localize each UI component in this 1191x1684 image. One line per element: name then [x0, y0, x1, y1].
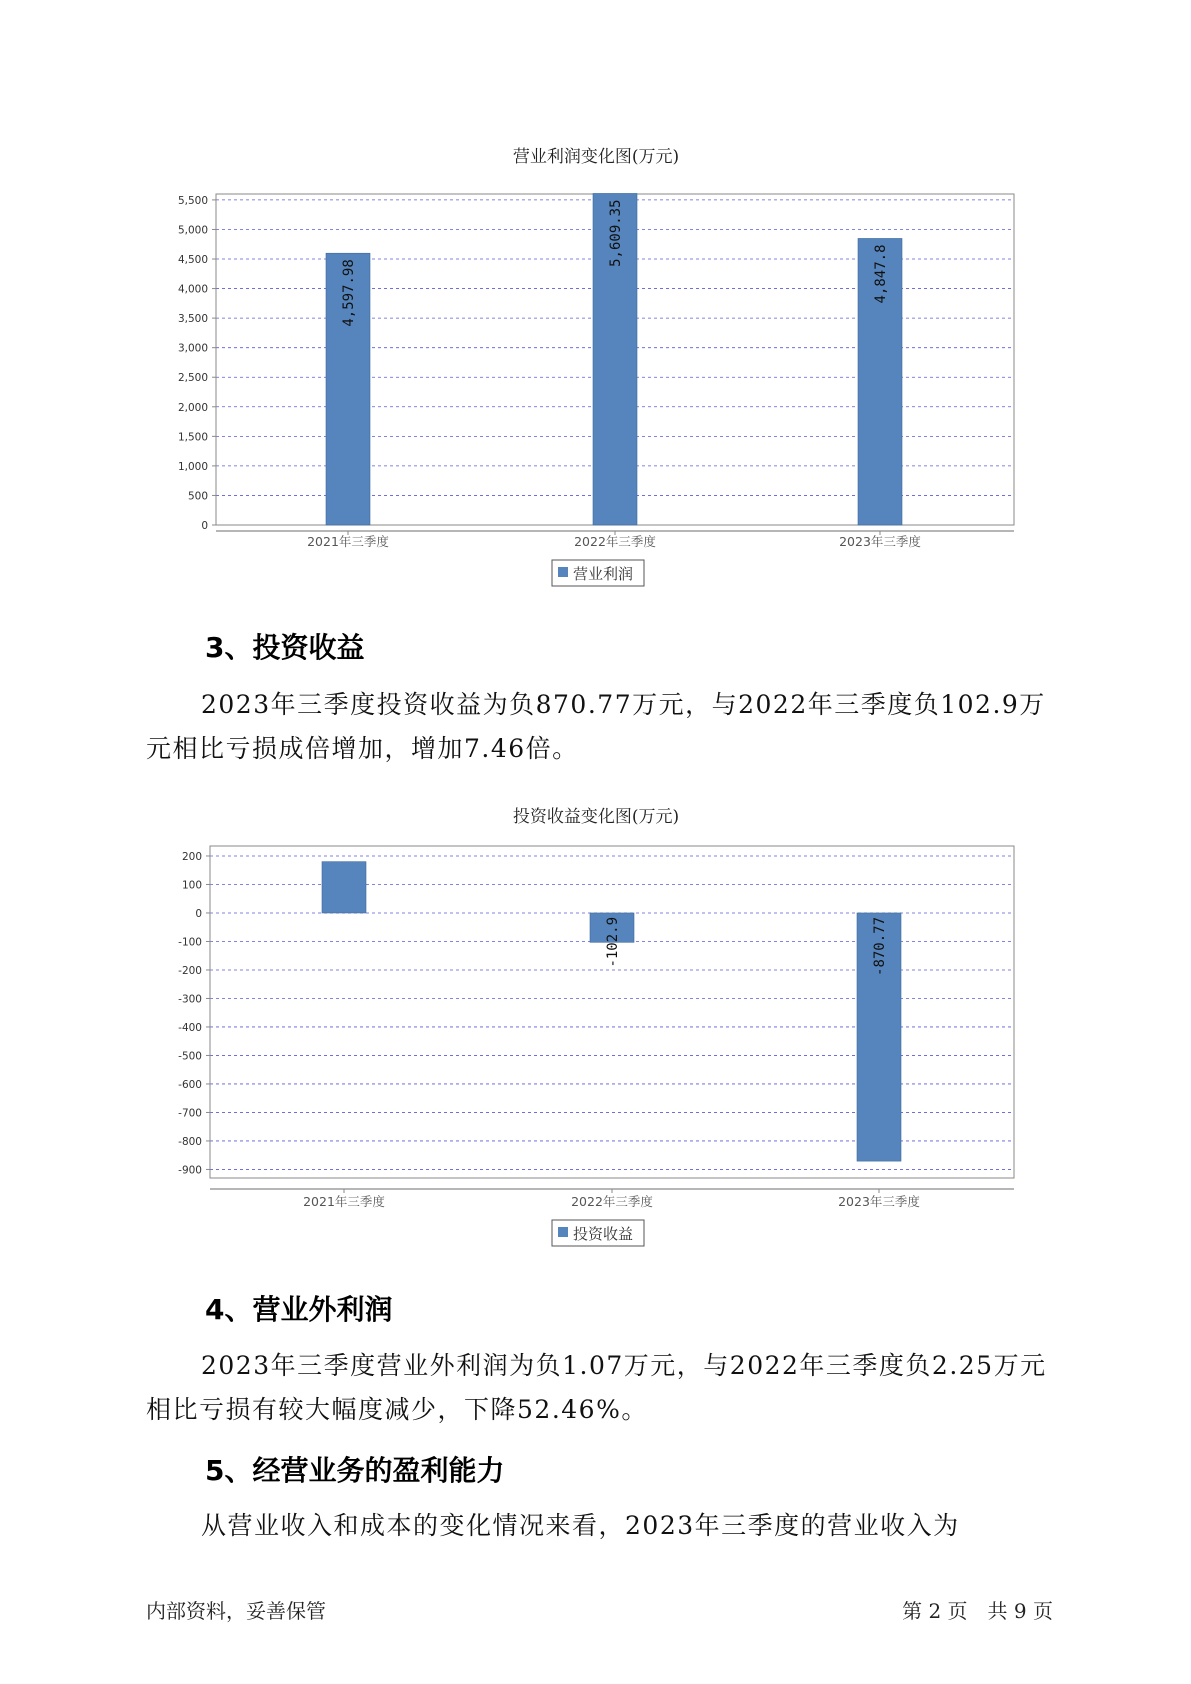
- section-paragraph-non-operating-profit: 2023年三季度营业外利润为负1.07万元，与2022年三季度负2.25万元相比亏损有较大幅度减少，下降52.46%。: [146, 1351, 1047, 1424]
- y-tick-label: 3,000: [177, 342, 208, 355]
- section-paragraph-profitability: 从营业收入和成本的变化情况来看，2023年三季度的营业收入为: [201, 1511, 960, 1540]
- y-tick-label: 1,500: [177, 431, 208, 444]
- y-tick-label: 5,000: [177, 224, 208, 237]
- y-tick-label: -900: [178, 1164, 202, 1177]
- y-tick-label: 2,500: [177, 372, 208, 385]
- x-tick-label: 2021年三季度: [303, 1194, 385, 1209]
- y-tick-label: -300: [178, 993, 202, 1006]
- y-tick-label: 5,500: [177, 194, 208, 207]
- footer-left: 内部资料，妥善保管: [146, 1599, 326, 1623]
- y-tick-label: 2,000: [177, 401, 208, 414]
- chart-legend: [552, 1220, 644, 1246]
- y-tick-label: 0: [195, 907, 202, 920]
- bar-data-label: -102.9: [605, 916, 621, 968]
- bar-data-label: 4,597.98: [341, 259, 357, 327]
- y-tick-label: 100: [181, 879, 202, 892]
- x-tick-label: 2022年三季度: [574, 534, 656, 549]
- x-tick-label: 2022年三季度: [571, 1194, 653, 1209]
- section-paragraph-investment-income: 2023年三季度投资收益为负870.77万元，与2022年三季度负102.9万元相比亏损成倍增加，增加7.46倍。: [146, 690, 1046, 763]
- x-tick-label: 2023年三季度: [839, 534, 921, 549]
- legend-label: 投资收益: [573, 1225, 634, 1243]
- y-tick-label: -700: [178, 1107, 202, 1120]
- y-tick-label: -200: [178, 964, 202, 977]
- legend-swatch: [558, 1227, 568, 1237]
- y-tick-label: -500: [178, 1050, 202, 1063]
- footer-page-number: 第 2 页 共 9 页: [902, 1599, 1053, 1623]
- bar: [322, 862, 366, 913]
- section-heading-profitability: 5、经营业务的盈利能力: [205, 1454, 505, 1487]
- y-tick-label: 500: [187, 490, 208, 503]
- x-tick-label: 2021年三季度: [307, 534, 389, 549]
- bar-data-label: 5,609.35: [608, 199, 624, 267]
- y-tick-label: 4,000: [177, 283, 208, 296]
- x-tick-label: 2023年三季度: [838, 1194, 920, 1209]
- y-tick-label: 4,500: [177, 254, 208, 267]
- y-tick-label: 1,000: [177, 460, 208, 473]
- y-tick-label: 0: [201, 520, 208, 532]
- y-tick-label: 3,500: [177, 313, 208, 326]
- chart-title: 投资收益变化图(万元): [512, 807, 680, 827]
- y-tick-label: -600: [178, 1078, 202, 1091]
- y-tick-label: -800: [178, 1135, 202, 1148]
- chart-title: 营业利润变化图(万元): [512, 147, 680, 167]
- legend-label: 营业利润: [573, 565, 634, 583]
- bar-data-label: -870.77: [872, 916, 888, 976]
- bar-data-label: 4,847.8: [873, 244, 889, 304]
- section-heading-non-operating-profit: 4、营业外利润: [205, 1293, 393, 1326]
- y-tick-label: 200: [181, 850, 202, 863]
- section-heading-investment-income: 3、投资收益: [205, 631, 365, 664]
- y-tick-label: -100: [178, 936, 202, 949]
- y-tick-label: -400: [178, 1021, 202, 1034]
